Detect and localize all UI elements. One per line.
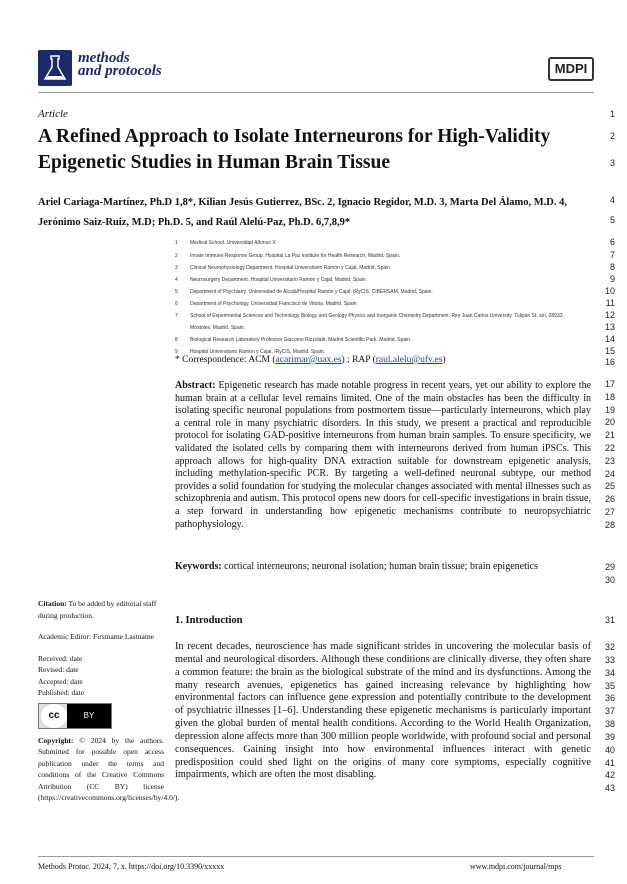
footer-divider <box>38 856 594 857</box>
affiliation-text: Móstoles. Madrid. Spain. <box>190 325 246 331</box>
keywords-text: cortical interneurons; neuronal isolation; human brain tissue; brain epigenetics <box>224 561 538 572</box>
journal-name-line2: and protocols <box>78 63 162 79</box>
affiliation-text: Department of Psychiatry. Universidad de Alcalá/Hospital Ramón y Cajal, IRyCIS, CIBERSAM, Madrid, Spain. <box>190 289 433 295</box>
title-line: Epigenetic Studies in Human Brain Tissue <box>38 152 390 173</box>
line-number: 20 <box>604 417 615 427</box>
line-number: 34 <box>604 668 615 678</box>
line-number: 25 <box>604 481 615 491</box>
line-number: 5 <box>609 215 615 225</box>
line-number: 8 <box>609 262 615 272</box>
line-number: 1 <box>609 109 615 119</box>
line-number: 40 <box>604 745 615 755</box>
copyright-label: Copyright: <box>38 735 74 745</box>
line-number: 33 <box>604 655 615 665</box>
email-link-acm[interactable]: acarimar@uax.es <box>275 355 342 365</box>
academic-editor: Academic Editor: Firstname Lastname <box>38 632 155 641</box>
line-number: 17 <box>604 379 615 389</box>
affiliation-item <box>175 325 245 331</box>
affiliation-number: 6 <box>175 301 178 307</box>
paper-title <box>38 124 598 176</box>
correspondence-suffix: ) <box>442 355 446 365</box>
keywords <box>175 561 591 572</box>
affiliation-item <box>175 265 391 271</box>
affiliation-number: 8 <box>175 337 178 343</box>
line-number: 6 <box>609 237 615 247</box>
copyright <box>38 735 180 804</box>
publisher-logo: MDPI <box>548 57 594 81</box>
authors-line: Ariel Cariaga-Martínez, Ph.D 1,8*, Kilian Jesús Gutierrez, BSc. 2, Ignacio Regidor, M.D. 3, Marta Del Álamo, M.D. 4, <box>38 197 568 208</box>
affiliation-text: Hospital Universitario Ramón y Cajal, IRyCIS, Madrid. Spain. <box>190 349 326 355</box>
affiliation-number: 9 <box>175 349 178 355</box>
line-number: 18 <box>604 392 615 402</box>
line-number: 32 <box>604 642 615 652</box>
line-number: 3 <box>609 158 615 168</box>
affiliation-text: School of Experimental Sciences and Technology Biology and Geology Physics and Inorganic Chemistry Department. Rey Juan Carlos University. Tulipán St, s/n, 28933. <box>190 313 564 319</box>
article-type: Article <box>38 108 68 120</box>
line-number: 15 <box>604 346 615 356</box>
correspondence-middle: ) ; RAP ( <box>341 355 376 365</box>
line-number: 39 <box>604 732 615 742</box>
affiliation-text: Innate Immune Response Group. Hospital La Paz Institute for Health Research, Madrid, Spain. <box>190 253 401 259</box>
title-line: A Refined Approach to Isolate Interneurons for High-Validity <box>38 126 551 147</box>
line-number: 10 <box>604 286 615 296</box>
affiliation-number: 2 <box>175 253 178 259</box>
line-number: 16 <box>604 357 615 367</box>
line-number: 26 <box>604 494 615 504</box>
line-number: 35 <box>604 681 615 691</box>
keywords-label: Keywords: <box>175 561 222 572</box>
abstract <box>175 380 591 531</box>
authors-line: Jerónimo Saiz-Ruiz, M.D; Ph.D. 5, and Raúl Alelú-Paz, Ph.D. 6,7,8,9* <box>38 217 351 228</box>
correspondence-prefix: * Correspondence: ACM ( <box>175 355 276 365</box>
line-number: 19 <box>604 405 615 415</box>
affiliation-number: 3 <box>175 265 178 271</box>
affiliation-item <box>175 301 357 307</box>
line-number: 31 <box>604 615 615 625</box>
affiliation-number: 7 <box>175 313 178 319</box>
correspondence <box>175 355 446 365</box>
cc-icon: cc <box>41 704 67 728</box>
affiliation-number: 5 <box>175 289 178 295</box>
line-number: 37 <box>604 706 615 716</box>
citation-label: Citation: <box>38 599 67 608</box>
affiliation-number: 4 <box>175 277 178 283</box>
line-number: 21 <box>604 430 615 440</box>
sidebar <box>38 598 180 814</box>
abstract-label: Abstract: <box>175 380 216 391</box>
line-number: 43 <box>604 783 615 793</box>
affiliation-item <box>175 240 276 246</box>
section-heading: 1. Introduction <box>175 615 243 626</box>
date-revised: Revised: date <box>38 665 79 674</box>
affiliation-item <box>175 337 411 343</box>
affiliation-item <box>175 289 433 295</box>
by-icon: BY <box>67 704 111 728</box>
date-published: Published: date <box>38 688 85 697</box>
journal-name-line1: methods <box>78 50 130 66</box>
journal-logo-icon <box>38 50 72 86</box>
line-number: 9 <box>609 274 615 284</box>
abstract-text: Epigenetic research has made notable progress in recent years, yet our ability to explore the human brain at a cellular level remains limited. One of the main obstacles has been the difficulty in isolating specific neuronal populations from postmortem tissue—particularly interneurons, which play a central role in many psychiatric disorders. In this study, we present a practical and reproducible protocol for isolating GAD-positive interneurons from human brain samples. To ensure specificity, we validated the isolated cells by comparing them with interneurons derived from human iPSCs. This approach allows for high-quality DNA extraction suitable for downstream epigenetic analysis, including methylation-specific PCR. By targeting a well-defined neuronal subtype, our method provides a solid foundation for studying the molecular changes associated with mental illnesses such as schizophrenia and autism. This protocol opens new doors for cell-specific investigations in brain tissue, a step forward in understanding how epigenetic mechanisms contribute to neuropsychiatric pathophysiology. <box>175 380 592 530</box>
line-number: 24 <box>604 469 615 479</box>
copyright-text: © 2024 by the authors. Submitted for possible open access publication under the terms and conditions of the Creative Commons Attribution (CC BY) license (https://creativecommons.org/licenses/by/4.0/). <box>38 735 180 802</box>
affiliation-item <box>175 253 400 259</box>
line-number: 4 <box>609 195 615 205</box>
date-received: Received: date <box>38 653 83 663</box>
affiliation-text: Clinical Neurophysiology Department. Hospital Universitario Ramón y Cajal, Madrid, Spain. <box>190 265 392 271</box>
affiliation-text: Department of Psychology. Universidad Francisco de Vitoria. Madrid. Spain <box>190 301 357 307</box>
footer-citation: Methods Protoc. 2024, 7, x. https://doi.org/10.3390/xxxxx <box>38 862 225 871</box>
citation-text: To be added by editorial staff during production. <box>38 599 157 620</box>
footer-journal-url[interactable]: www.mdpi.com/journal/mps <box>470 862 562 871</box>
email-link-rap[interactable]: raul.alelu@ufv.es <box>375 355 443 365</box>
line-number: 30 <box>604 575 615 585</box>
line-number: 38 <box>604 719 615 729</box>
line-number: 11 <box>605 298 615 308</box>
line-number: 36 <box>604 693 615 703</box>
line-number: 42 <box>604 770 615 780</box>
affiliation-item <box>175 277 367 283</box>
affiliation-item <box>175 313 564 319</box>
line-number: 12 <box>604 310 615 320</box>
citation <box>38 598 164 621</box>
line-number: 29 <box>604 562 615 572</box>
cc-license-icon[interactable] <box>38 703 112 729</box>
header-divider <box>38 92 594 93</box>
affiliation-number: 1 <box>175 240 178 246</box>
line-number: 22 <box>604 443 615 453</box>
line-number: 28 <box>604 520 615 530</box>
line-number: 2 <box>609 131 615 141</box>
line-number: 7 <box>609 250 615 260</box>
section-body: In recent decades, neuroscience has made significant strides in uncovering the molecular basis of mental and neurological disorders. Although these conditions are clinically diverse, they often share a common feature: the brain as the biological substrate of the mind and its dysfunctions. Among the many research avenues, epigenetics has gained increasing relevance by highlighting how environmental factors can influence gene expression and potentially contribute to the development of psychiatric illnesses [1–6]. Understanding these epigenetic mechanisms is particularly important given the global burden of mental health conditions. According to the World Health Organization, depression alone affects more than 300 million people worldwide, with profound social and personal consequences. Gaining insight into how environmental influences interact with genetic predisposition could shed light on the origins of many core symptoms, especially cognitive impairments, which are often the most disabling. <box>175 641 591 781</box>
line-number: 13 <box>604 322 615 332</box>
line-number: 27 <box>604 507 615 517</box>
affiliation-text: Neurosurgery Department. Hospital Universitario Ramón y Cajal, Madrid, Spain. <box>190 277 368 283</box>
author-list <box>38 193 598 233</box>
line-number: 14 <box>604 334 615 344</box>
affiliation-text: Medical School. Universidad Alfonso X <box>190 240 276 246</box>
date-accepted: Accepted: date <box>38 676 83 686</box>
line-number: 41 <box>604 758 615 768</box>
affiliation-text: Biological Research Laboratory Professor Giacomo Rizzolatti. Madrid Scientific Park. Madrid, Spain. <box>190 337 412 343</box>
line-number: 23 <box>604 456 615 466</box>
journal-name <box>78 52 162 78</box>
